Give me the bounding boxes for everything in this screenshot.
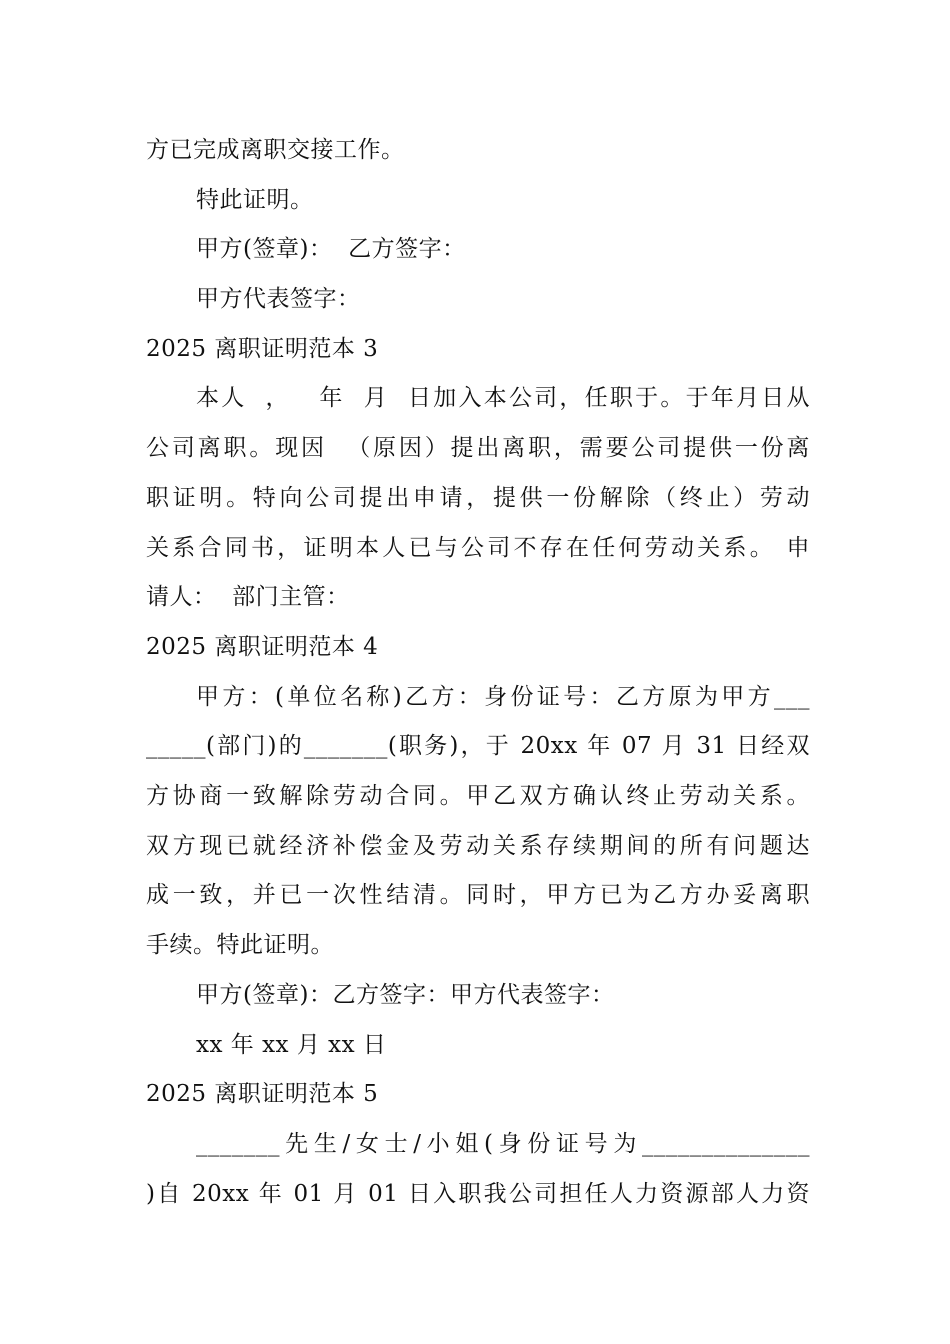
paragraph-line: _____(部门)的_______(职务)，于 20xx 年 07 月 31 日经双: [146, 733, 810, 759]
paragraph-line: 公司离职。现因 （原因）提出离职，需要公司提供一份离: [146, 435, 810, 461]
section-heading: 2025 离职证明范本 4: [146, 634, 379, 660]
signature-line: 甲方代表签字：: [196, 286, 361, 312]
paragraph-line: 双方现已就经济补偿金及劳动关系存续期间的所有问题达: [146, 833, 810, 859]
paragraph-line: 方协商一致解除劳动合同。甲乙双方确认终止劳动关系。: [146, 783, 810, 809]
paragraph-line: _______先生/女士/小姐(身份证号为______________: [196, 1131, 810, 1157]
paragraph-line: 手续。特此证明。: [146, 932, 334, 958]
paragraph-line: 请人： 部门主管：: [146, 584, 350, 610]
paragraph-line: 方已完成离职交接工作。: [146, 137, 405, 163]
paragraph-line: 职证明。特向公司提出申请，提供一份解除（终止）劳动: [146, 485, 810, 511]
paragraph-line: 成一致，并已一次性结清。同时，甲方已为乙方办妥离职: [146, 882, 810, 908]
section-heading: 2025 离职证明范本 5: [146, 1081, 379, 1107]
paragraph-line: 关系合同书，证明本人已与公司不存在任何劳动关系。 申: [146, 535, 810, 561]
paragraph-line: 特此证明。: [196, 187, 314, 213]
signature-line: 甲方(签章)：乙方签字：甲方代表签字：: [196, 982, 615, 1008]
section-heading: 2025 离职证明范本 3: [146, 336, 379, 362]
signature-line: 甲方(签章)： 乙方签字：: [196, 236, 466, 262]
paragraph-line: )自 20xx 年 01 月 01 日入职我公司担任人力资源部人力资: [146, 1181, 810, 1207]
paragraph-line: 本人 ， 年 月 日加入本公司，任职于。于年月日从: [196, 385, 810, 411]
date-line: xx 年 xx 月 xx 日: [196, 1032, 387, 1058]
paragraph-line: 甲方：(单位名称)乙方：身份证号：乙方原为甲方___: [196, 684, 810, 710]
